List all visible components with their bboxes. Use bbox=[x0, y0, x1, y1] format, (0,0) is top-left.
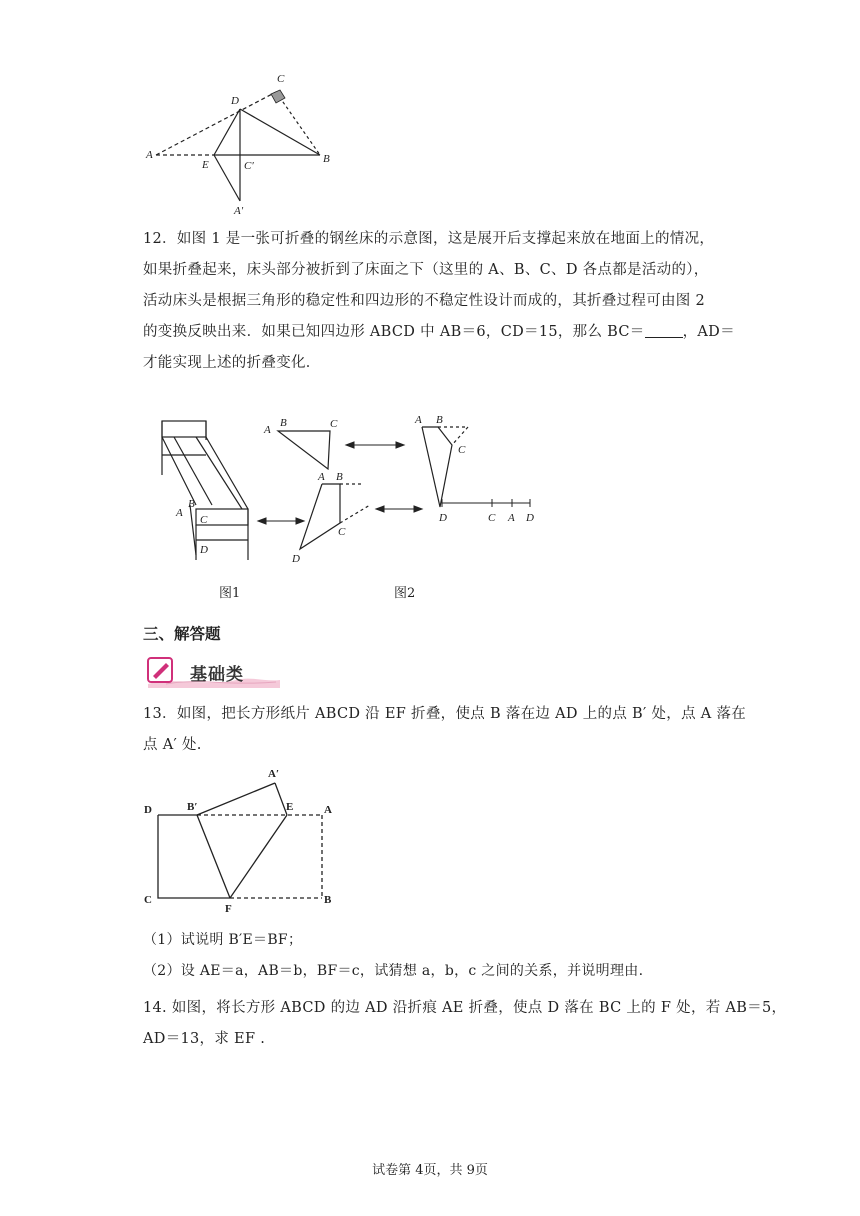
q12-line-2: 如果折叠起来，床头部分被折到了床面之下（这里的 A、B、C、D 各点都是活动的）， bbox=[143, 262, 709, 278]
fig13-label-A: A bbox=[324, 804, 332, 816]
badge-label: 基础类 bbox=[190, 665, 244, 685]
q12-line-4-text: 的变换反映出来．如果已知四边形 ABCD 中 AB＝6，CD＝15，那么 BC＝ bbox=[143, 324, 645, 340]
fig1-label-A: A bbox=[176, 507, 183, 519]
fig2a-label-B: B bbox=[280, 417, 287, 429]
fig11-diagram bbox=[140, 68, 340, 223]
q13-line-1: 13．如图，把长方形纸片 ABCD 沿 EF 折叠，使点 B 落在边 AD 上的点 B′ 处，点 A 落在 bbox=[143, 706, 747, 722]
answer-blank-bc[interactable] bbox=[645, 323, 683, 338]
fig2c-label-B: B bbox=[336, 471, 343, 483]
fig2b-label-C: C bbox=[458, 444, 466, 456]
fig2c-label-C: C bbox=[338, 526, 346, 538]
q12-line-4-tail: ，AD＝ bbox=[682, 324, 735, 340]
fig13-label-D: D bbox=[144, 804, 152, 816]
fig2d-label-A: A bbox=[508, 512, 515, 524]
fig13-label-B-prime: B′ bbox=[187, 801, 198, 813]
fig1-caption: 图1 bbox=[219, 586, 241, 601]
fig2a-label-A: A bbox=[264, 424, 271, 436]
fig13-diagram bbox=[140, 765, 350, 915]
fig11-label-B: B bbox=[323, 153, 330, 165]
fig11-label-A-prime: A′ bbox=[234, 205, 244, 217]
fig11-label-C: C bbox=[277, 73, 285, 85]
fig13-label-B: B bbox=[324, 894, 332, 906]
q13-sub-1: （1）试说明 B′E＝BF； bbox=[143, 932, 303, 948]
fig13-label-C: C bbox=[144, 894, 152, 906]
question-13-subparts bbox=[143, 925, 723, 987]
question-14 bbox=[143, 993, 787, 1055]
fig13-label-E: E bbox=[286, 801, 294, 813]
q12-line-5: 才能实现上述的折叠变化． bbox=[143, 355, 321, 371]
fig2-caption: 图2 bbox=[394, 586, 416, 601]
fig2a-label-C: C bbox=[330, 418, 338, 430]
q13-line-2: 点 A′ 处. bbox=[143, 737, 202, 753]
fig2b-label-B: B bbox=[436, 414, 443, 426]
fig11-label-D: D bbox=[231, 95, 239, 107]
q12-line-1: 12．如图 1 是一张可折叠的钢丝床的示意图，这是展开后支撑起来放在地面上的情况， bbox=[143, 231, 715, 247]
fig1-label-C: C bbox=[200, 514, 208, 526]
q13-sub-2: （2）设 AE＝a，AB＝b，BF＝c，试猜想 a，b，c 之间的关系，并说明理由. bbox=[143, 963, 644, 979]
fig2d-label-C: C bbox=[488, 512, 496, 524]
fig1-label-D: D bbox=[200, 544, 208, 556]
q12-figures bbox=[150, 405, 550, 575]
fig1-label-B: B bbox=[188, 498, 195, 510]
basic-badge bbox=[146, 654, 282, 690]
section-title: 三、解答题 bbox=[143, 625, 221, 643]
q14-line-1: 14. 如图，将长方形 ABCD 的边 AD 沿折痕 AE 折叠，使点 D 落在 BC 上的 F 处，若 AB＝5， bbox=[143, 1000, 787, 1016]
q12-line-3: 活动床头是根据三角形的稳定性和四边形的不稳定性设计而成的，其折叠过程可由图 2 bbox=[143, 293, 706, 309]
fig2c-label-A: A bbox=[318, 471, 325, 483]
fig11-label-C-prime: C′ bbox=[244, 160, 254, 172]
fig2d-label-D-left: D bbox=[439, 512, 447, 524]
fig2c-label-D: D bbox=[292, 553, 300, 565]
question-12 bbox=[143, 224, 735, 379]
fig2d-label-D-right: D bbox=[526, 512, 534, 524]
fig13-label-A-prime: A′ bbox=[268, 768, 280, 780]
fig11-label-A: A bbox=[146, 149, 153, 161]
bed-diagram bbox=[162, 421, 248, 560]
fig11-label-E: E bbox=[202, 159, 209, 171]
page-footer: 试卷第 4页，共 9页 bbox=[372, 1163, 488, 1178]
fig2b-label-A: A bbox=[415, 414, 422, 426]
q12-line-4 bbox=[143, 317, 735, 348]
question-13 bbox=[143, 699, 747, 761]
fig13-label-F: F bbox=[225, 903, 232, 915]
q14-line-2: AD＝13，求 EF . bbox=[143, 1031, 266, 1047]
